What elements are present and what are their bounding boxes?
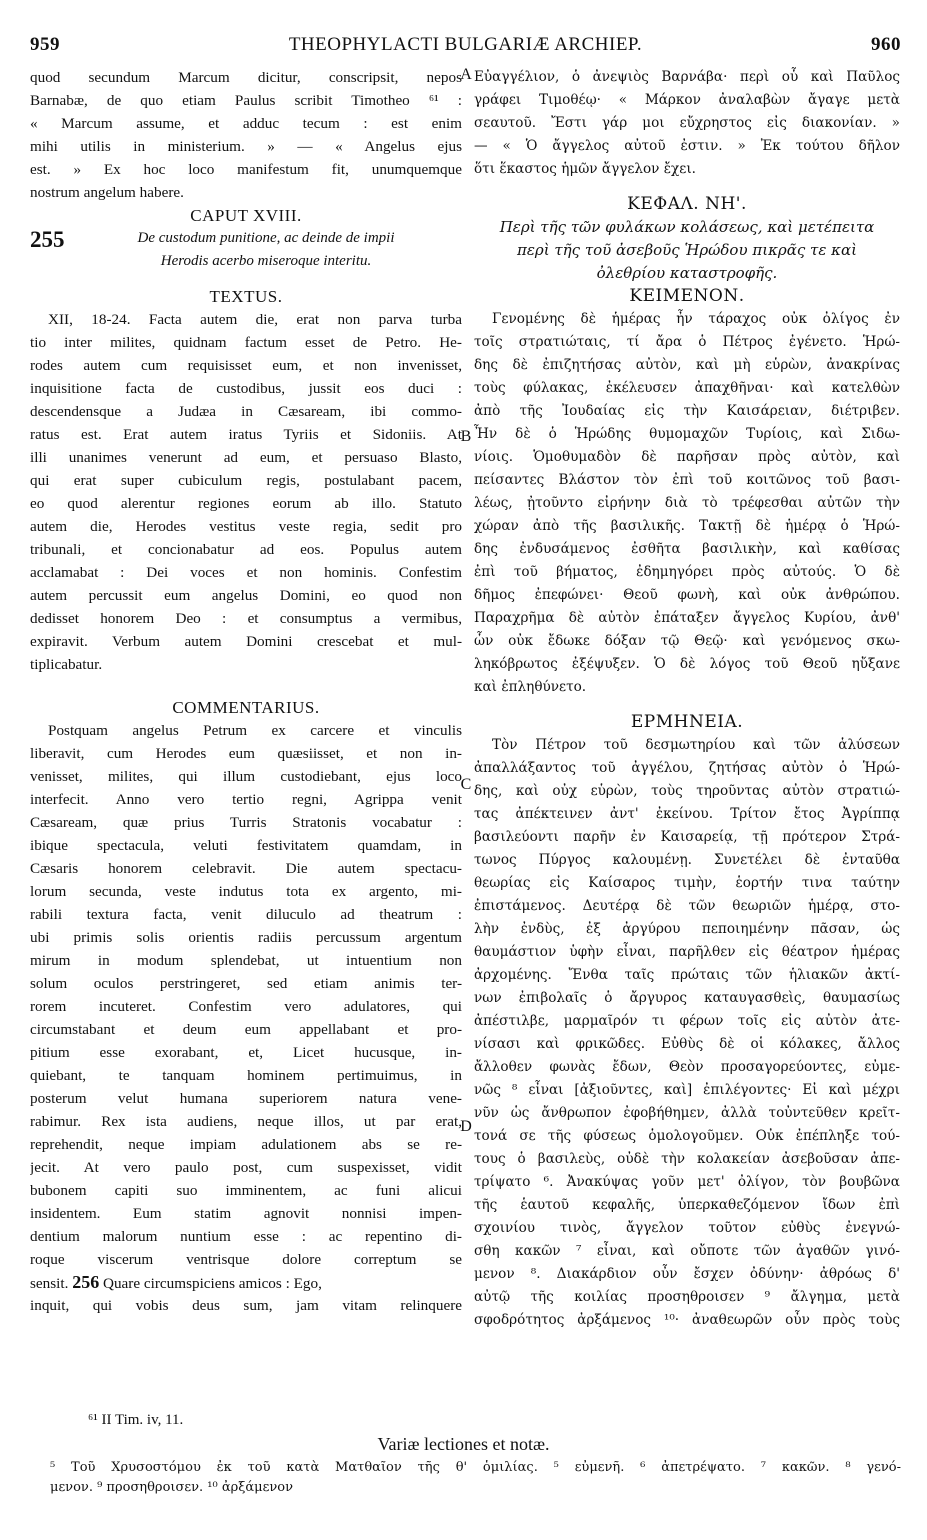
- text-line: rabimur. Rex ista audiens, neque illos, ut par erat,: [30, 1113, 462, 1130]
- variant-line: μενον. ⁹ προσηθροισεν. ¹⁰ ἀρξάμενον: [50, 1480, 294, 1495]
- text-line: eo quod alerentur regiones eorum ab illo. Statuto: [30, 495, 462, 512]
- subtitle-line: ὀλεθρίου καταστροφῆς.: [596, 264, 778, 282]
- text-line: λέως, ᾐτοῦντο εἰρήνην διὰ τὸ τρέφεσθαι αὐτῶν τὴν: [474, 495, 900, 511]
- text-line: καὶ ἐπληθύνετο.: [474, 679, 587, 695]
- subtitle-line: Herodis acerbo miseroque interitu.: [160, 253, 372, 269]
- greek-chapter-title: ΚΕΦΑΛ. ΝΗ'.: [627, 194, 747, 214]
- text-line: τρίψατο ⁶. Ἀνακύψας γοῦν μετ' ὀλίγον, τὸν βουβῶνα: [474, 1174, 900, 1190]
- text-line: τοῖς στρατιώταις, τί ἄρα ὁ Πέτρος ἐγένετο. Ἡρώ-: [474, 334, 900, 350]
- margin-letter-d: D: [460, 1118, 472, 1135]
- text-line: ἐπιστάμενος. Δευτέρᾳ δὲ τῶν θεωριῶν ἡμέρᾳ, στο-: [474, 898, 900, 914]
- text-line: rodes autem cum requisisset eum, et non invenisset,: [30, 357, 462, 374]
- text-line: est. » Ex hoc loco manifestum fit, unumquemque: [30, 161, 462, 178]
- text-line: mirum in modum splendebat, ut intuentium non: [30, 952, 462, 969]
- greek-chapter-subtitle: [474, 216, 900, 285]
- line-tail: Quare circumspiciens amicos : Ego,: [103, 1275, 322, 1292]
- text-line: ratus est. Erat autem iratus Tyriis et Sidoniis. At: [30, 426, 462, 443]
- text-line: πείσαντες Βλάστον τὸν ἐπὶ τοῦ κοιτῶνος τοῦ βασι-: [474, 472, 900, 488]
- text-line: Cæsaream, quæ prius Turris Stratonis vocabatur :: [30, 814, 462, 831]
- text-line: δης ἐνδυσάμενος ἐσθῆτα βασιλικὴν, καὶ καθίσας: [474, 541, 900, 557]
- chapter-subtitle: [30, 227, 462, 273]
- page-number-left: 959: [30, 34, 60, 55]
- variae-lectiones-title: Variæ lectiones et notæ.: [377, 1434, 550, 1454]
- text-line: circumstabant et deum eum appellabant et pro-: [30, 1021, 462, 1038]
- text-line: τας ἀπέκτεινεν ἀντ' ἐκείνου. Τρίτον ἔτος Ἀγρίππᾳ: [474, 806, 900, 822]
- text-line: δης, καὶ οὐχ εὑρὼν, τοὺς τηροῦντας αὐτὸν στρατιώ-: [474, 783, 900, 799]
- text-line: Τὸν Πέτρον τοῦ δεσμωτηρίου καὶ τῶν ἁλύσεων: [492, 737, 900, 753]
- text-line: insidentem. Eum statim agnovit nonnisi impen-: [30, 1205, 462, 1222]
- margin-letter-b: B: [460, 428, 472, 445]
- text-line: γράφει Τιμοθέῳ· « Μάρκον ἀναλαβὼν ἄγαγε μετὰ: [474, 92, 900, 108]
- text-line: solum oculos perstringeret, sed etiam animis ter-: [30, 975, 462, 992]
- text-line: ὅτι ἕκαστος ἡμῶν ἄγγελον ἔχει.: [474, 161, 696, 177]
- text-line: σχοινίου τινὸς, ἄγγελον τοῦτον εὐθὺς ἐνεγνώ-: [474, 1220, 900, 1236]
- text-line: acclamabat : Dei voces et non hominis. Confestim: [30, 564, 462, 581]
- text-line: Παραχρῆμα δὲ αὐτὸν ἐπάταξεν ἄγγελος Κυρίου, ἀνθ': [474, 610, 900, 626]
- commentarius-body: [30, 719, 462, 1317]
- text-line: ὧν οὐκ ἔδωκε δόξαν τῷ Θεῷ· καὶ γενόμενος σκω-: [474, 633, 900, 649]
- text-line: ἐπὶ τοῦ βήματος, ἐδημηγόρει πρὸς αὐτούς. Ὁ δὲ: [474, 564, 900, 580]
- text-line: θεωρίας εἰς Καίσαρος τιμὴν, ἑορτήν τινα ταύτην: [474, 875, 900, 891]
- text-line: pitium esse exorabant, et, Licet hucusque, in-: [30, 1044, 462, 1061]
- text-line: rabili textura facta, venit diluculo ad theatrum :: [30, 906, 462, 923]
- subtitle-line: περὶ τῆς τοῦ ἀσεβοῦς Ἡρώδου πικρᾶς τε καὶ: [517, 241, 857, 259]
- text-line: posterum velut humana superiorem natura vene-: [30, 1090, 462, 1107]
- text-line: χώραν ἀπὸ τῆς βασιλικῆς. Τακτῇ δὲ ἡμέρᾳ ὁ Ἡρώ-: [474, 518, 900, 534]
- text-line: τωνος Πύργος καλουμένῃ. Συνετέλει δὲ ἐνταῦθα: [474, 852, 900, 868]
- text-line: νων ἐπιβολαῖς ὁ ἄργυρος καταυγασθεὶς, θαυμασίως: [474, 990, 900, 1006]
- ermeneia-body: [474, 734, 900, 1332]
- text-line: ibique spectacula, veluti festivitatem quamdam, in: [30, 837, 462, 854]
- ermeneia-heading: ΕΡΜΗΝΕΙΑ.: [630, 712, 744, 732]
- text-line: illi unanimes venerunt ad eum, et persuaso Blasto,: [30, 449, 462, 466]
- text-line: ἀπὸ τῆς Ἰουδαίας εἰς τὴν Καισάρειαν, διέτριβεν.: [474, 403, 900, 419]
- text-line: inquisitione facta de custodibus, jussit eos duci :: [30, 380, 462, 397]
- text-line: tiplicabatur.: [30, 656, 103, 673]
- text-line: autem die, Herodes vestitus veste regia, sedit pro: [30, 518, 462, 535]
- text-line: Cæsaris honorem celebravit. Die autem spectacu-: [30, 860, 462, 877]
- text-line: μενον ⁸. Διακάρδιον οὖν ἔσχεν ὀδύνην· ἀθρόως δ': [474, 1266, 900, 1282]
- text-line: [30, 1271, 462, 1294]
- chapter-title: CAPUT XVIII.: [190, 206, 302, 225]
- section-number-256: 256: [72, 1272, 100, 1292]
- text-line: δῆμος ἐπεφώνει· Θεοῦ φωνὴ, καὶ οὐκ ἀνθρώπου.: [474, 587, 900, 603]
- text-line: ληκόβρωτος ἐξέψυξεν. Ὁ δὲ λόγος τοῦ Θεοῦ ηὔξανε: [474, 656, 900, 672]
- text-line: tribunali, et concionabatur ad eos. Populus autem: [30, 541, 462, 558]
- latin-column: [30, 66, 462, 1317]
- text-line: νῶς ⁸ εἶναι [ἀξιοῦντες, καὶ] ἐπιλέγοντες· Εἰ καὶ μέχρι: [474, 1082, 900, 1098]
- text-line: σεαυτοῦ. Ἔστι γάρ μοι εὔχρηστος εἰς διακονίαν. »: [474, 115, 900, 131]
- text-line: σθη κακῶν ⁷ εἶναι, καὶ οὔποτε τῶν ἀγαθῶν γινό-: [474, 1243, 900, 1259]
- text-line: autem percussit eum angelus Domini, eo quod non: [30, 587, 462, 604]
- text-line: jecit. At vero paulo post, cum suspexisset, vidit: [30, 1159, 462, 1176]
- text-line: Ἦν δὲ ὁ Ἡρώδης θυμομαχῶν Τυρίοις, καὶ Σιδω-: [474, 426, 900, 442]
- text-line: venisset, milites, qui illum custodiebant, ejus loco: [30, 768, 462, 785]
- variant-line: ⁵ Τοῦ Χρυσοστόμου ἐκ τοῦ κατὰ Ματθαῖον τῆς θ' ὁμιλίας. ⁵ εὐμενῆ. ⁶ ἀπετρέψατο. ⁷ κακῶν. ⁸ γενό-: [50, 1460, 901, 1475]
- greek-column: [474, 66, 900, 1332]
- text-line: dedisset honorem Deo : et consumptus a vermibus,: [30, 610, 462, 627]
- textus-body: [30, 308, 462, 676]
- text-line: λὴν ἐνδὺς, ἐξ ἀργύρου πεποιημένην πᾶσαν, ὡς: [474, 921, 900, 937]
- text-line: τους ὁ βασιλεὺς, οὐδὲ τὴν κολακείαν ἀσεβοῦσαν ἀπε-: [474, 1151, 900, 1167]
- running-header: [30, 34, 901, 60]
- text-line: Γενομένης δὲ ἡμέρας ἦν τάραχος οὐκ ὀλίγος ἐν: [492, 311, 900, 327]
- text-line: XII, 18-24. Facta autem die, erat non parva turba: [48, 311, 462, 328]
- text-line: βασιλεύοντι παρῆν ἐν Καισαρείᾳ, τῇ πρότερον Στρά-: [474, 829, 900, 845]
- text-line: τονά σε τῆς φύσεως ὁμολογοῦμεν. Οὐκ ἐπέπληξε τού-: [474, 1128, 900, 1144]
- text-line: ἀρχομένης. Ἔνθα ταῖς πρώταις τῶν ἡλιακῶν ἀκτί-: [474, 967, 900, 983]
- text-line: τοὺς φύλακας, ἐκέλευσεν ἀπαχθῆναι· καὶ κατελθὼν: [474, 380, 900, 396]
- text-line: qui erat super cubiculum regis, postulabant pacem,: [30, 472, 462, 489]
- text-line: descendensque a Judæa in Cæsaream, ibi commo-: [30, 403, 462, 420]
- running-title: THEOPHYLACTI BULGARIÆ ARCHIEP.: [288, 34, 643, 55]
- text-line: ἀπέστιλβε, μαρμαῖρόν τι φέρων τοῖς εἰς αὐτὸν ἀτε-: [474, 1013, 900, 1029]
- textus-heading: TEXTUS.: [209, 287, 283, 306]
- text-line: dentium malorum nuntium esse : ac repentino di-: [30, 1228, 462, 1245]
- text-line: tio inter milites, quidnam factum esset de Petro. He-: [30, 334, 462, 351]
- text-line: interfecit. Anno vero tertio regni, Agrippa venit: [30, 791, 462, 808]
- text-line: σφοδρότητος ἀρξάμενος ¹⁰· ἀναθεωρῶν οὖν πρὸς τοὺς: [474, 1312, 900, 1328]
- text-line: bubonem capiti suo imminentem, ac funi alicui: [30, 1182, 462, 1199]
- text-line: Εὐαγγέλιον, ὁ ἀνεψιὸς Βαρνάβα· περὶ οὗ καὶ Παῦλος: [474, 69, 900, 85]
- text-line: αὐτῷ τῆς κοιλίας προσηθροισεν ⁹ ἄλγημα, μετὰ: [474, 1289, 900, 1305]
- section-number: 255: [30, 227, 65, 252]
- text-line: θαυμάστιον ὑφὴν εἶναι, παρῆλθεν εἰς θέατρον ἡμέρας: [474, 944, 900, 960]
- text-line: inquit, qui vobis deus sum, jam vitam relinquere: [30, 1297, 462, 1314]
- text-line: ἀπαλλάξαντος τοῦ ἀγγέλου, ζητήσας αὐτὸν ὁ Ἡρώ-: [474, 760, 900, 776]
- text-line: nostrum angelum habere.: [30, 184, 184, 201]
- margin-letter-c: C: [460, 776, 472, 793]
- subtitle-line: Περὶ τῆς τῶν φυλάκων κολάσεως, καὶ μετέπειτα: [499, 218, 875, 236]
- text-line: expiravit. Verbum autem Domini crescebat et mul-: [30, 633, 462, 650]
- text-line: rorem incuteret. Confestim vero adulatores, qui: [30, 998, 462, 1015]
- text-line: reprehendit, neque impiam adulationem abs se re-: [30, 1136, 462, 1153]
- text-line: quiebant, te tanquam hominem pertimuimus, in: [30, 1067, 462, 1084]
- text-line: Barnabæ, de quo etiam Paulus scribit Timotheo ⁶¹ :: [30, 92, 462, 109]
- text-line: ἄλλοθεν φωνὰς ἔδων, Θεὸν προσαγορεύοντες, εὐμε-: [474, 1059, 900, 1075]
- variae-lectiones: [50, 1458, 901, 1498]
- subtitle-line: De custodum punitione, ac deinde de impii: [137, 230, 395, 246]
- commentarius-heading: COMMENTARIUS.: [172, 698, 320, 717]
- text-line: — « Ὁ ἄγγελος αὐτοῦ ἐστιν. » Ἐκ τούτου δῆλον: [474, 138, 900, 154]
- margin-letter-a: A: [460, 66, 472, 83]
- keimenon-body: [474, 308, 900, 699]
- line-head: sensit.: [30, 1275, 69, 1292]
- latin-intro: [30, 66, 462, 204]
- page-number-right: 960: [871, 34, 901, 55]
- text-line: νίοις. Ὁμοθυμαδὸν δὲ παρῆσαν πρὸς αὐτὸν, καὶ: [474, 449, 900, 465]
- text-line: δης δὲ ἐπιζητήσας αὐτὸν, καὶ μὴ εὑρὼν, ἀνακρίνας: [474, 357, 900, 373]
- text-line: ubi primis solis orientis radiis percussum argentum: [30, 929, 462, 946]
- keimenon-heading: ΚΕΙΜΕΝΟΝ.: [629, 286, 745, 306]
- text-line: roque viscerum ventrisque dolore correptum se: [30, 1251, 462, 1268]
- footnote: ⁶¹ II Tim. iv, 11.: [88, 1412, 184, 1428]
- text-line: Postquam angelus Petrum ex carcere et vinculis: [48, 722, 462, 739]
- text-line: quod secundum Marcum dicitur, conscripsit, nepos: [30, 69, 462, 86]
- greek-intro: [474, 66, 900, 181]
- text-line: νίσασι καὶ φρικῶδες. Εὐθὺς δὲ οἱ κόλακες, ἄλλος: [474, 1036, 900, 1052]
- text-line: « Marcum assume, et adduc tecum : est enim: [30, 115, 462, 132]
- text-line: lorum secunda, veste indutus tota ex argento, mi-: [30, 883, 462, 900]
- text-line: mihi utilis in ministerium. » — « Angelus ejus: [30, 138, 462, 155]
- text-line: liberavit, cum Herodes eum quæsiisset, et non in-: [30, 745, 462, 762]
- text-line: τῆς ἑαυτοῦ κεφαλῆς, ὑπερκαθεζόμενον ἴδων ἐπὶ: [474, 1197, 900, 1213]
- text-line: νῦν ὡς ἄνθρωπον ἐφοβήθημεν, ἀλλὰ τοὐντεῦθεν κρεῖτ-: [474, 1105, 900, 1121]
